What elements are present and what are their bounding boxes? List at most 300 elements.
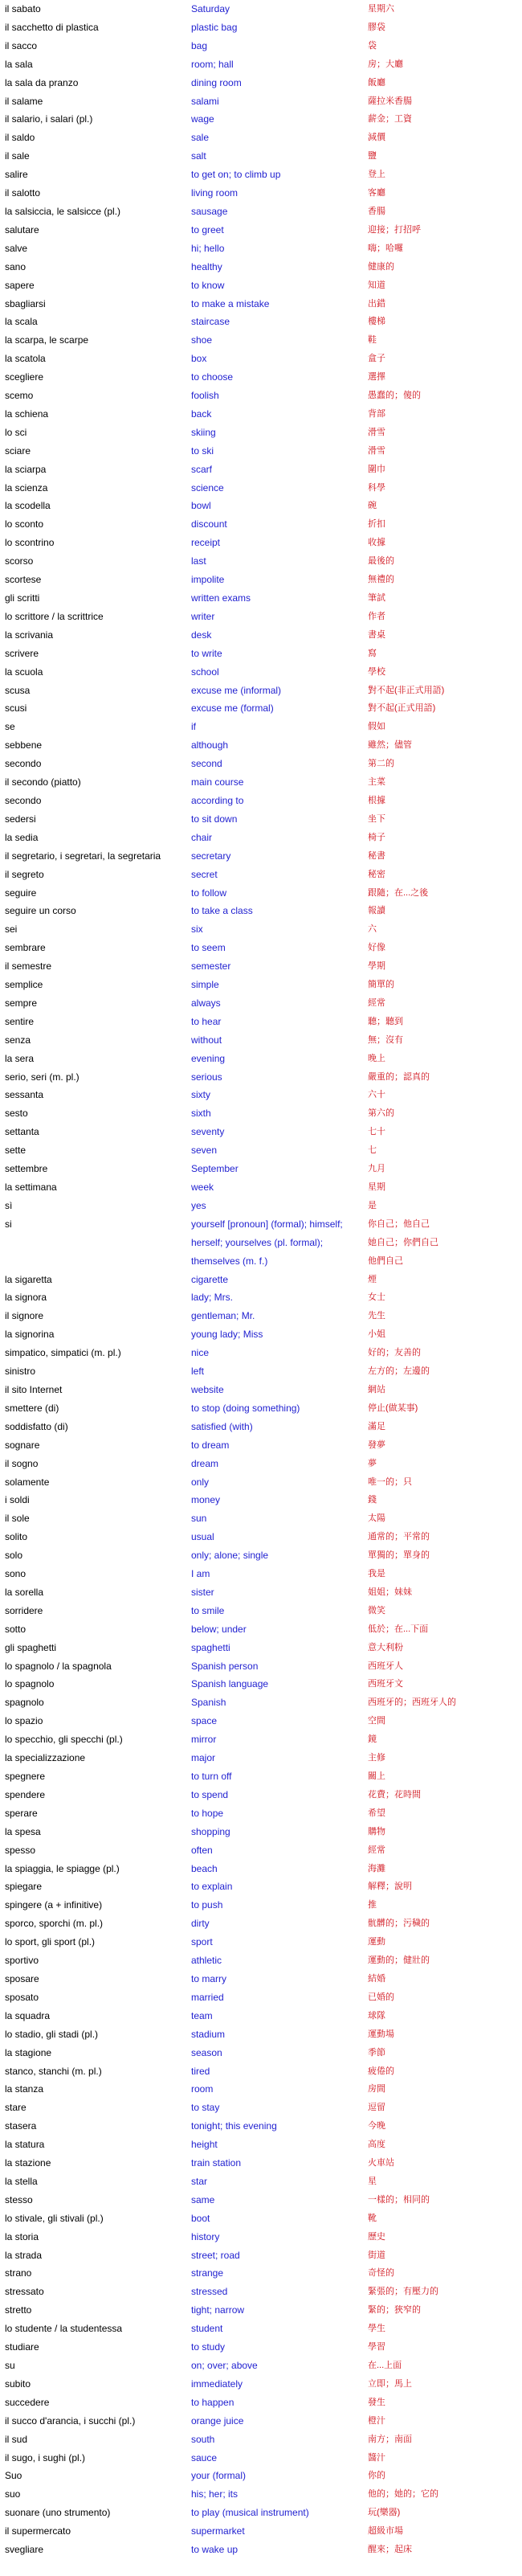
english-translation: mirror	[191, 1734, 217, 1746]
english-translation: impolite	[191, 574, 225, 586]
chinese-translation: 迎接；打招呼	[368, 224, 421, 235]
chinese-translation: 發生	[368, 2397, 385, 2407]
vocab-row	[0, 2154, 522, 2173]
vocab-row	[0, 1878, 522, 1896]
vocab-row	[0, 1491, 522, 1509]
chinese-translation-line: 你自己；他自己	[368, 1218, 430, 1229]
english-translation: week	[191, 1182, 214, 1193]
english-translation: beach	[191, 1862, 218, 1874]
chinese-translation: 空間	[368, 1716, 385, 1726]
italian-term: lo scontrino	[5, 537, 55, 549]
vocab-row	[0, 1473, 522, 1492]
vocab-row	[0, 1786, 522, 1804]
italian-term: la spiaggia, le spiagge (pl.)	[5, 1862, 120, 1874]
chinese-translation: 疲倦的	[368, 2066, 394, 2076]
chinese-translation: 主菜	[368, 777, 385, 788]
italian-term: la signorina	[5, 1329, 55, 1341]
chinese-translation: 聽；聽到	[368, 1016, 403, 1026]
english-translation: his; her; its	[191, 2488, 239, 2500]
italian-term: sessanta	[5, 1089, 44, 1101]
italian-term: la statura	[5, 2139, 45, 2151]
vocab-row	[0, 2173, 522, 2191]
vocab-row	[0, 1988, 522, 2007]
italian-term: scusi	[5, 702, 27, 715]
english-translation: to wake up	[191, 2544, 239, 2556]
english-translation: to stop (doing something)	[191, 1402, 300, 1414]
vocab-row	[0, 663, 522, 682]
italian-term: stesso	[5, 2193, 33, 2205]
chinese-translation: 在...上面	[368, 2361, 402, 2370]
vocab-row	[0, 515, 522, 534]
chinese-translation: 玩(樂器)	[368, 2508, 401, 2518]
italian-term: seguire	[5, 887, 37, 899]
vocab-row	[0, 2246, 522, 2265]
chinese-translation: 健康的	[368, 261, 394, 272]
vocab-row	[0, 2431, 522, 2449]
vocab-row	[0, 2449, 522, 2467]
english-translation: stressed	[191, 2286, 228, 2298]
english-translation: to write	[191, 647, 222, 659]
vocab-row	[0, 773, 522, 792]
english-translation	[186, 1215, 363, 1271]
english-translation: sixth	[191, 1108, 211, 1120]
english-translation: to ski	[191, 444, 214, 457]
italian-term: il segretario, i segretari, la segretaria	[5, 850, 161, 862]
italian-term: su	[5, 2360, 15, 2371]
italian-term: semplice	[5, 979, 43, 991]
italian-term: lo spagnolo	[5, 1678, 55, 1690]
vocab-row	[0, 2357, 522, 2375]
italian-term: la stella	[5, 2175, 38, 2187]
italian-term: sinistro	[5, 1366, 36, 1378]
english-translation: seven	[191, 1145, 218, 1157]
chinese-translation: 第六的	[368, 1108, 394, 1119]
english-translation: gentleman; Mr.	[191, 1310, 255, 1322]
vocab-row	[0, 331, 522, 350]
vocab-row	[0, 2412, 522, 2431]
italian-term: il sacchetto di plastica	[5, 21, 99, 33]
vocab-row	[0, 129, 522, 147]
english-translation: school	[191, 666, 219, 678]
chinese-translation: 結婚	[368, 1973, 385, 1984]
chinese-translation: 寫	[368, 648, 377, 658]
vocab-row	[0, 1730, 522, 1749]
chinese-translation: 折扣	[368, 519, 385, 530]
chinese-translation: 醒來；起床	[368, 2545, 412, 2555]
english-translation: room	[191, 2083, 214, 2095]
vocab-row	[0, 1325, 522, 1344]
italian-term: sciare	[5, 444, 31, 457]
chinese-translation: 作者	[368, 611, 385, 621]
chinese-translation: 雖然；儘管	[368, 740, 412, 751]
italian-term: studiare	[5, 2341, 39, 2353]
english-translation: space	[191, 1715, 218, 1727]
vocab-row	[0, 976, 522, 994]
italian-term: settembre	[5, 1163, 48, 1175]
italian-term: succedere	[5, 2396, 50, 2408]
italian-term: stretto	[5, 2304, 32, 2316]
vocab-row	[0, 1013, 522, 1031]
italian-term: sei	[5, 924, 18, 936]
english-translation: box	[191, 353, 207, 365]
vocab-row	[0, 1399, 522, 1418]
vocab-row	[0, 1436, 522, 1455]
vocab-row	[0, 2504, 522, 2522]
chinese-translation-line: 她自己；你們自己	[368, 1237, 438, 1247]
english-translation: Spanish	[191, 1697, 226, 1709]
english-translation: sixty	[191, 1089, 210, 1101]
chinese-translation: 盒子	[368, 354, 385, 364]
vocab-row	[0, 1215, 522, 1271]
italian-term: il secondo (piatto)	[5, 776, 81, 788]
italian-term: sembrare	[5, 942, 46, 954]
vocab-row	[0, 2375, 522, 2394]
english-translation: to know	[191, 279, 225, 291]
italian-term: si	[5, 1218, 12, 1230]
italian-term: spesso	[5, 1844, 36, 1856]
chinese-translation: 香腸	[368, 206, 385, 216]
chinese-translation-line: 他們自己	[368, 1255, 403, 1266]
italian-term: la sala	[5, 58, 33, 70]
english-translation: on; over; above	[191, 2360, 258, 2371]
italian-term: secondo	[5, 758, 42, 770]
english-translation: tight; narrow	[191, 2304, 245, 2316]
vocab-row	[0, 1749, 522, 1767]
chinese-translation: 六	[368, 924, 377, 935]
english-translation: last	[191, 555, 206, 567]
vocab-row	[0, 1583, 522, 1602]
english-translation: to smile	[191, 1604, 225, 1616]
vocab-row	[0, 147, 522, 166]
vocab-row	[0, 2320, 522, 2338]
chinese-translation: 學生	[368, 2324, 385, 2334]
english-translation: street; road	[191, 2249, 240, 2261]
english-translation: boot	[191, 2212, 210, 2224]
italian-term: spendere	[5, 1788, 46, 1800]
chinese-translation: 無禮的	[368, 575, 394, 585]
vocab-row	[0, 166, 522, 184]
italian-term: suo	[5, 2488, 21, 2500]
chinese-translation: 南方；南面	[368, 2434, 412, 2444]
english-translation: only	[191, 1476, 210, 1488]
chinese-translation: 學期	[368, 961, 385, 972]
english-translation: science	[191, 481, 224, 493]
english-translation: to play (musical instrument)	[191, 2507, 309, 2519]
vocab-row	[0, 792, 522, 810]
vocab-row	[0, 1307, 522, 1325]
english-translation: tonight; this evening	[191, 2120, 277, 2132]
chinese-translation: 主修	[368, 1753, 385, 1763]
english-translation: train station	[191, 2157, 242, 2169]
chinese-translation: 西班牙的；西班牙人的	[368, 1698, 456, 1708]
chinese-translation: 球隊	[368, 2010, 385, 2021]
vocab-row	[0, 461, 522, 479]
italian-term: salve	[5, 242, 28, 254]
vocab-row	[0, 736, 522, 755]
chinese-translation: 鏡	[368, 1734, 377, 1745]
english-translation: to hope	[191, 1807, 224, 1819]
vocab-row	[0, 1693, 522, 1712]
english-translation: to greet	[191, 223, 224, 235]
italian-term: stare	[5, 2102, 27, 2114]
vocab-row	[0, 1031, 522, 1050]
english-translation: yes	[191, 1199, 206, 1211]
english-translation: written exams	[191, 592, 251, 604]
italian-term: il sale	[5, 150, 30, 162]
vocab-row	[0, 1381, 522, 1399]
chinese-translation: 假如	[368, 722, 385, 732]
vocab-row	[0, 866, 522, 884]
english-translation: salt	[191, 150, 206, 162]
vocab-row	[0, 1123, 522, 1141]
chinese-translation: 靴	[368, 2213, 377, 2223]
vocab-row	[0, 994, 522, 1013]
vocab-row	[0, 1970, 522, 1988]
vocab-row	[0, 2080, 522, 2099]
english-translation: immediately	[191, 2377, 243, 2390]
italian-term: lo sci	[5, 426, 27, 438]
english-translation-line: yourself [pronoun] (formal); himself;	[191, 1218, 343, 1230]
italian-term: la scatola	[5, 353, 46, 365]
chinese-translation: 錢	[368, 1495, 377, 1505]
english-translation: to push	[191, 1899, 223, 1911]
italian-term: il salame	[5, 95, 43, 107]
english-translation: sport	[191, 1936, 213, 1948]
italian-term: spingere (a + infinitive)	[5, 1899, 103, 1911]
italian-term: la stanza	[5, 2083, 44, 2095]
vocab-row	[0, 589, 522, 608]
chinese-translation: 收據	[368, 538, 385, 548]
italian-term: salire	[5, 169, 28, 181]
english-translation: simple	[191, 979, 219, 991]
english-translation: wage	[191, 113, 214, 125]
italian-term: la scuola	[5, 666, 43, 678]
italian-term: lo spazio	[5, 1715, 43, 1727]
english-translation: writer	[191, 610, 215, 622]
italian-term: sorridere	[5, 1604, 43, 1616]
english-translation: seventy	[191, 1126, 225, 1138]
italian-term: il succo d'arancia, i succhi (pl.)	[5, 2414, 136, 2427]
chinese-translation: 第二的	[368, 759, 394, 769]
english-translation: dream	[191, 1457, 219, 1469]
vocab-row	[0, 110, 522, 129]
italian-term: il sud	[5, 2433, 28, 2445]
vocab-row	[0, 2228, 522, 2246]
chinese-translation: 一樣的；相同的	[368, 2194, 430, 2205]
chinese-translation: 學習	[368, 2342, 385, 2353]
chinese-translation: 經常	[368, 997, 385, 1008]
vocab-row	[0, 2007, 522, 2025]
italian-term: lo scrittore / la scrittrice	[5, 610, 104, 622]
english-translation: website	[191, 1383, 224, 1395]
english-translation: healthy	[191, 260, 222, 272]
english-translation: to sit down	[191, 813, 238, 825]
english-translation: six	[191, 924, 203, 936]
vocab-row	[0, 2338, 522, 2357]
english-translation: to happen	[191, 2396, 234, 2408]
chinese-translation: 七十	[368, 1127, 385, 1137]
vocab-row	[0, 2283, 522, 2301]
italian-term: la storia	[5, 2230, 39, 2242]
chinese-translation: 運動	[368, 1937, 385, 1947]
italian-term: senza	[5, 1034, 31, 1046]
english-translation: second	[191, 758, 222, 770]
vocab-row	[0, 1528, 522, 1546]
vocab-row	[0, 699, 522, 718]
english-translation: discount	[191, 518, 227, 530]
italian-term: svegliare	[5, 2544, 44, 2556]
vocab-row	[0, 920, 522, 939]
english-translation: sauce	[191, 2451, 218, 2463]
english-translation: usual	[191, 1531, 214, 1543]
italian-term: la scienza	[5, 481, 48, 493]
italian-term: salutare	[5, 223, 39, 235]
vocab-row	[0, 1841, 522, 1860]
italian-term: scusa	[5, 684, 31, 696]
english-translation: to choose	[191, 371, 234, 383]
italian-term: scegliere	[5, 371, 44, 383]
chinese-translation: 購物	[368, 1826, 385, 1837]
english-translation: main course	[191, 776, 244, 788]
italian-term: il sogno	[5, 1457, 39, 1469]
vocab-row	[0, 534, 522, 552]
english-translation: scarf	[191, 463, 213, 475]
chinese-translation: 緊張的；有壓力的	[368, 2287, 438, 2297]
italian-term: sposato	[5, 1991, 39, 2003]
italian-term: la sigaretta	[5, 1273, 52, 1285]
italian-term: serio, seri (m. pl.)	[5, 1071, 80, 1083]
chinese-translation: 今晚	[368, 2121, 385, 2132]
vocab-row	[0, 37, 522, 55]
english-translation: foolish	[191, 390, 219, 402]
vocab-row	[0, 1675, 522, 1693]
chinese-translation: 解釋；說明	[368, 1882, 412, 1892]
italian-term: lo stadio, gli stadi (pl.)	[5, 2028, 99, 2040]
english-translation: semester	[191, 960, 231, 973]
vocab-row	[0, 350, 522, 368]
italian-term: spiegare	[5, 1881, 43, 1893]
italian-term: il signore	[5, 1310, 44, 1322]
chinese-translation: 意大利粉	[368, 1642, 403, 1652]
english-translation: bag	[191, 39, 208, 51]
vocab-row	[0, 1639, 522, 1657]
vocab-row	[0, 2541, 522, 2559]
chinese-translation: 滑雪	[368, 427, 385, 437]
chinese-translation: 左方的；左邊的	[368, 1366, 430, 1377]
italian-term: sbagliarsi	[5, 297, 46, 309]
chinese-translation: 星	[368, 2176, 377, 2186]
vocab-row	[0, 2025, 522, 2044]
italian-term: sposare	[5, 1972, 39, 1984]
chinese-translation: 椅子	[368, 832, 385, 842]
chinese-translation: 滿足	[368, 1421, 385, 1431]
vocab-row	[0, 608, 522, 626]
vocab-row	[0, 1197, 522, 1215]
chinese-translation: 醬汁	[368, 2452, 385, 2463]
vocab-row	[0, 1271, 522, 1289]
chinese-translation: 最後的	[368, 556, 394, 567]
italian-term: lo sport, gli sport (pl.)	[5, 1936, 96, 1948]
italian-term: sesto	[5, 1108, 28, 1120]
vocab-row	[0, 424, 522, 442]
english-translation: young lady; Miss	[191, 1329, 263, 1341]
italian-term: se	[5, 721, 15, 733]
english-translation: receipt	[191, 537, 221, 549]
italian-term: sportivo	[5, 1955, 39, 1967]
chinese-translation: 根據	[368, 795, 385, 805]
italian-term: lo stivale, gli stivali (pl.)	[5, 2212, 104, 2224]
chinese-translation: 無；沒有	[368, 1034, 403, 1045]
vocab-row	[0, 1620, 522, 1639]
italian-term: sporco, sporchi (m. pl.)	[5, 1918, 104, 1930]
chinese-translation: 星期	[368, 1182, 385, 1192]
english-translation: satisfied (with)	[191, 1420, 253, 1432]
chinese-translation: 嚴重的；認真的	[368, 1071, 430, 1082]
italian-term: suonare (uno strumento)	[5, 2507, 111, 2519]
english-translation: although	[191, 739, 229, 752]
english-translation: skiing	[191, 426, 216, 438]
vocab-row	[0, 442, 522, 461]
chinese-translation: 運動場	[368, 2029, 394, 2039]
vocab-row	[0, 2301, 522, 2320]
english-translation: south	[191, 2433, 215, 2445]
english-translation: team	[191, 2009, 213, 2021]
vocab-row	[0, 1565, 522, 1583]
italian-term: subito	[5, 2377, 31, 2390]
chinese-translation: 簡單的	[368, 980, 394, 990]
chinese-translation: 背部	[368, 408, 385, 419]
vocab-row	[0, 1896, 522, 1915]
italian-term: la scala	[5, 316, 38, 328]
italian-term: la stazione	[5, 2157, 51, 2169]
english-translation: left	[191, 1366, 205, 1378]
vocab-row	[0, 2522, 522, 2541]
italian-term: sedersi	[5, 813, 36, 825]
vocab-row	[0, 1712, 522, 1730]
vocab-row	[0, 1288, 522, 1307]
vocab-row	[0, 1362, 522, 1381]
italian-term: settanta	[5, 1126, 39, 1138]
italian-term: sano	[5, 260, 27, 272]
vocab-row	[0, 571, 522, 589]
chinese-translation: 膠袋	[368, 22, 385, 32]
chinese-translation: 好像	[368, 943, 385, 953]
vocab-row	[0, 2136, 522, 2154]
chinese-translation: 薪金；工資	[368, 114, 412, 125]
vocab-row	[0, 1657, 522, 1676]
chinese-translation: 高度	[368, 2140, 385, 2150]
chinese-translation: 晚上	[368, 1053, 385, 1063]
italian-term: la sala da pranzo	[5, 76, 79, 88]
chinese-translation: 好的；友善的	[368, 1348, 421, 1358]
english-translation: evening	[191, 1052, 226, 1064]
english-translation: desk	[191, 629, 212, 641]
english-translation: nice	[191, 1347, 210, 1359]
italian-term: solito	[5, 1531, 28, 1543]
english-translation: to explain	[191, 1881, 233, 1893]
english-translation: your (formal)	[191, 2470, 247, 2482]
chinese-translation: 姐姐；妹妹	[368, 1587, 412, 1597]
italian-term: la signora	[5, 1292, 47, 1304]
vocab-row	[0, 184, 522, 203]
english-translation: shoe	[191, 334, 213, 346]
chinese-translation: 科學	[368, 482, 385, 493]
vocab-row	[0, 718, 522, 736]
chinese-translation: 九月	[368, 1164, 385, 1174]
italian-term: smettere (di)	[5, 1402, 59, 1414]
italian-term: stanco, stanchi (m. pl.)	[5, 2065, 102, 2077]
italian-term: solamente	[5, 1476, 50, 1488]
